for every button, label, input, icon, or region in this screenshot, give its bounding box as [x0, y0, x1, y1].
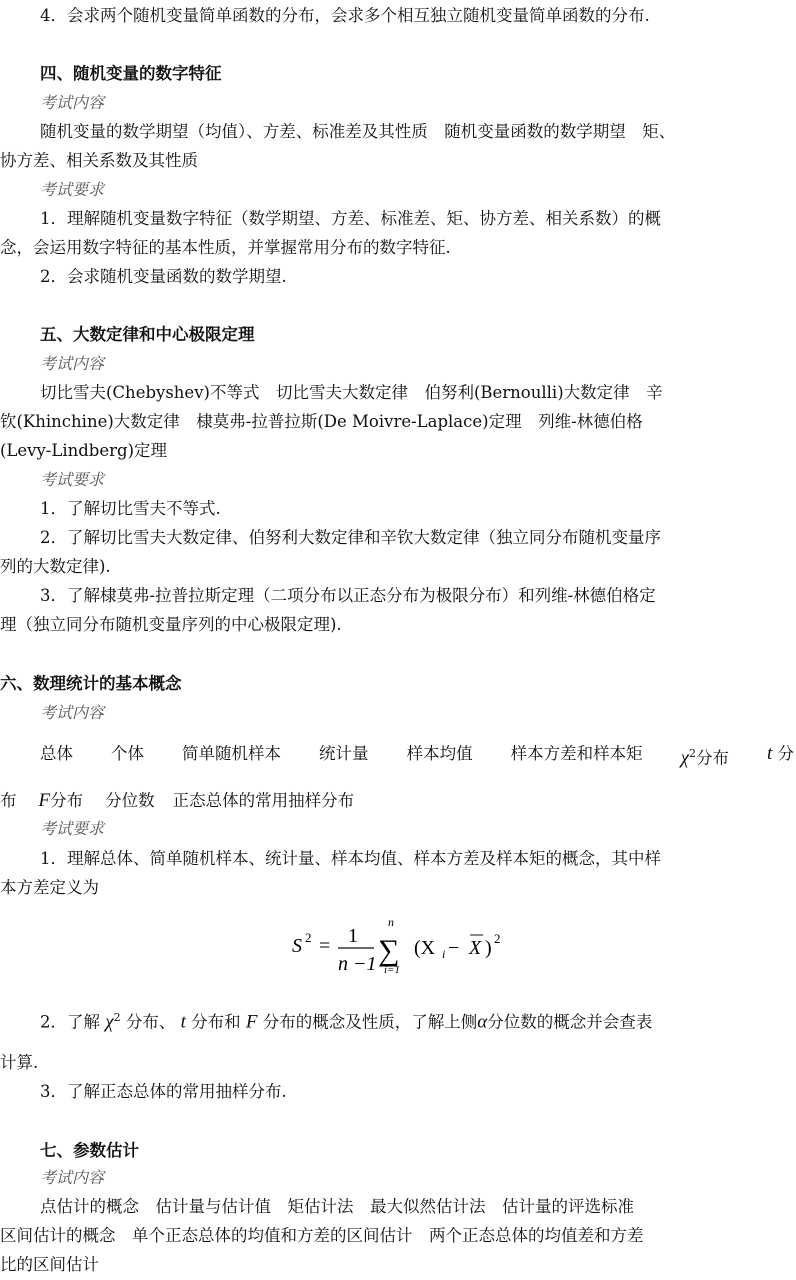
topic: 统计量	[319, 744, 369, 763]
topics-line-continued: 布 F分布 分位数 正态总体的常用抽样分布	[0, 790, 355, 811]
formula-minus: −	[448, 937, 460, 959]
text-line: 点估计的概念 估计量与估计值 矩估计法 最大似然估计法 估计量的评选标准	[40, 1197, 634, 1216]
section-heading-5: 五、大数定律和中心极限定理	[40, 325, 255, 344]
text-line: 2．了解切比雪夫大数定律、伯努利大数定律和辛钦大数定律（独立同分布随机变量序	[40, 528, 661, 547]
formula-sub: i	[442, 947, 446, 961]
topic: 总体	[40, 744, 73, 763]
topic-chi-square: $\chi^2$分布	[680, 747, 729, 769]
text-line: 2．会求随机变量函数的数学期望.	[40, 267, 287, 286]
text-line: 本方差定义为	[0, 878, 99, 897]
sample-variance-formula	[292, 915, 512, 978]
formula-sum-top: n	[388, 915, 394, 929]
topic-t: t 分	[766, 743, 794, 764]
section-heading-7: 七、参数估计	[40, 1141, 139, 1160]
text-line: 计算.	[0, 1053, 39, 1072]
text-line: 1．了解切比雪夫不等式.	[40, 499, 221, 518]
req-line-chi-t-f: 2．了解 $\chi^2$ 分布、 t 分布和 F 分布的概念及性质，了解上侧α分位数的概念并会查表	[40, 1011, 653, 1033]
topic: 简单随机样本	[182, 744, 282, 763]
subheading-exam-requirements: 考试要求	[40, 180, 105, 199]
text-line: 3．了解正态总体的常用抽样分布.	[40, 1082, 287, 1101]
formula-exp: 2	[305, 930, 312, 945]
formula-den: n −1	[338, 953, 377, 975]
text-line: (Levy-Lindberg)定理	[0, 441, 168, 460]
section-heading-6: 六、数理统计的基本概念	[0, 674, 182, 693]
text-line: 比的区间估计	[0, 1255, 99, 1274]
subheading-exam-content: 考试内容	[40, 354, 105, 373]
formula-body: (X	[414, 937, 436, 959]
topic: 样本方差和样本矩	[510, 744, 643, 763]
topics-line	[0, 742, 796, 771]
formula-sigma: ∑	[378, 934, 400, 967]
formula-close: )	[485, 937, 492, 959]
subheading-exam-requirements: 考试要求	[40, 819, 105, 838]
formula-s: S	[292, 935, 302, 957]
text-line: 1．理解总体、简单随机样本、统计量、样本均值、样本方差及样本矩的概念，其中样	[40, 849, 661, 868]
text-line: 列的大数定律).	[0, 557, 111, 576]
text-line: 区间估计的概念 单个正态总体的均值和方差的区间估计 两个正态总体的均值差和方差	[0, 1226, 644, 1245]
section-heading-4: 四、随机变量的数字特征	[40, 64, 222, 83]
subheading-exam-content: 考试内容	[40, 1168, 105, 1187]
text-line: 3．了解棣莫弗-拉普拉斯定理（二项分布以正态分布为极限分布）和列维-林德伯格定	[40, 586, 656, 605]
text-line: 4．会求两个随机变量简单函数的分布，会求多个相互独立随机变量简单函数的分布.	[40, 6, 650, 25]
text-line: 随机变量的数学期望（均值）、方差、标准差及其性质 随机变量函数的数学期望 矩、	[40, 122, 676, 141]
text-line: 念，会运用数字特征的基本性质，并掌握常用分布的数字特征.	[0, 238, 451, 257]
text-line: 理（独立同分布随机变量序列的中心极限定理).	[0, 615, 342, 634]
topic: 个体	[111, 744, 145, 763]
formula-pow: 2	[494, 931, 501, 946]
subheading-exam-content: 考试内容	[40, 93, 105, 112]
subheading-exam-requirements: 考试要求	[40, 470, 105, 489]
formula-xbar: X	[469, 937, 482, 959]
subheading-exam-content: 考试内容	[40, 703, 105, 722]
formula-eq: =	[319, 935, 331, 957]
formula-num: 1	[348, 925, 358, 947]
text-line: 钦(Khinchine)大数定律 棣莫弗-拉普拉斯(De Moivre-Laplace)定理 列维-林德伯格	[0, 412, 643, 431]
text-line: 切比雪夫(Chebyshev)不等式 切比雪夫大数定律 伯努利(Bernoulli)大数定律 辛	[40, 383, 663, 402]
text-line: 1．理解随机变量数字特征（数学期望、方差、标准差、矩、协方差、相关系数）的概	[40, 209, 661, 228]
topic: 样本均值	[406, 744, 473, 763]
formula-sum-bottom: i=1	[384, 964, 400, 976]
text-line: 协方差、相关系数及其性质	[0, 151, 198, 170]
